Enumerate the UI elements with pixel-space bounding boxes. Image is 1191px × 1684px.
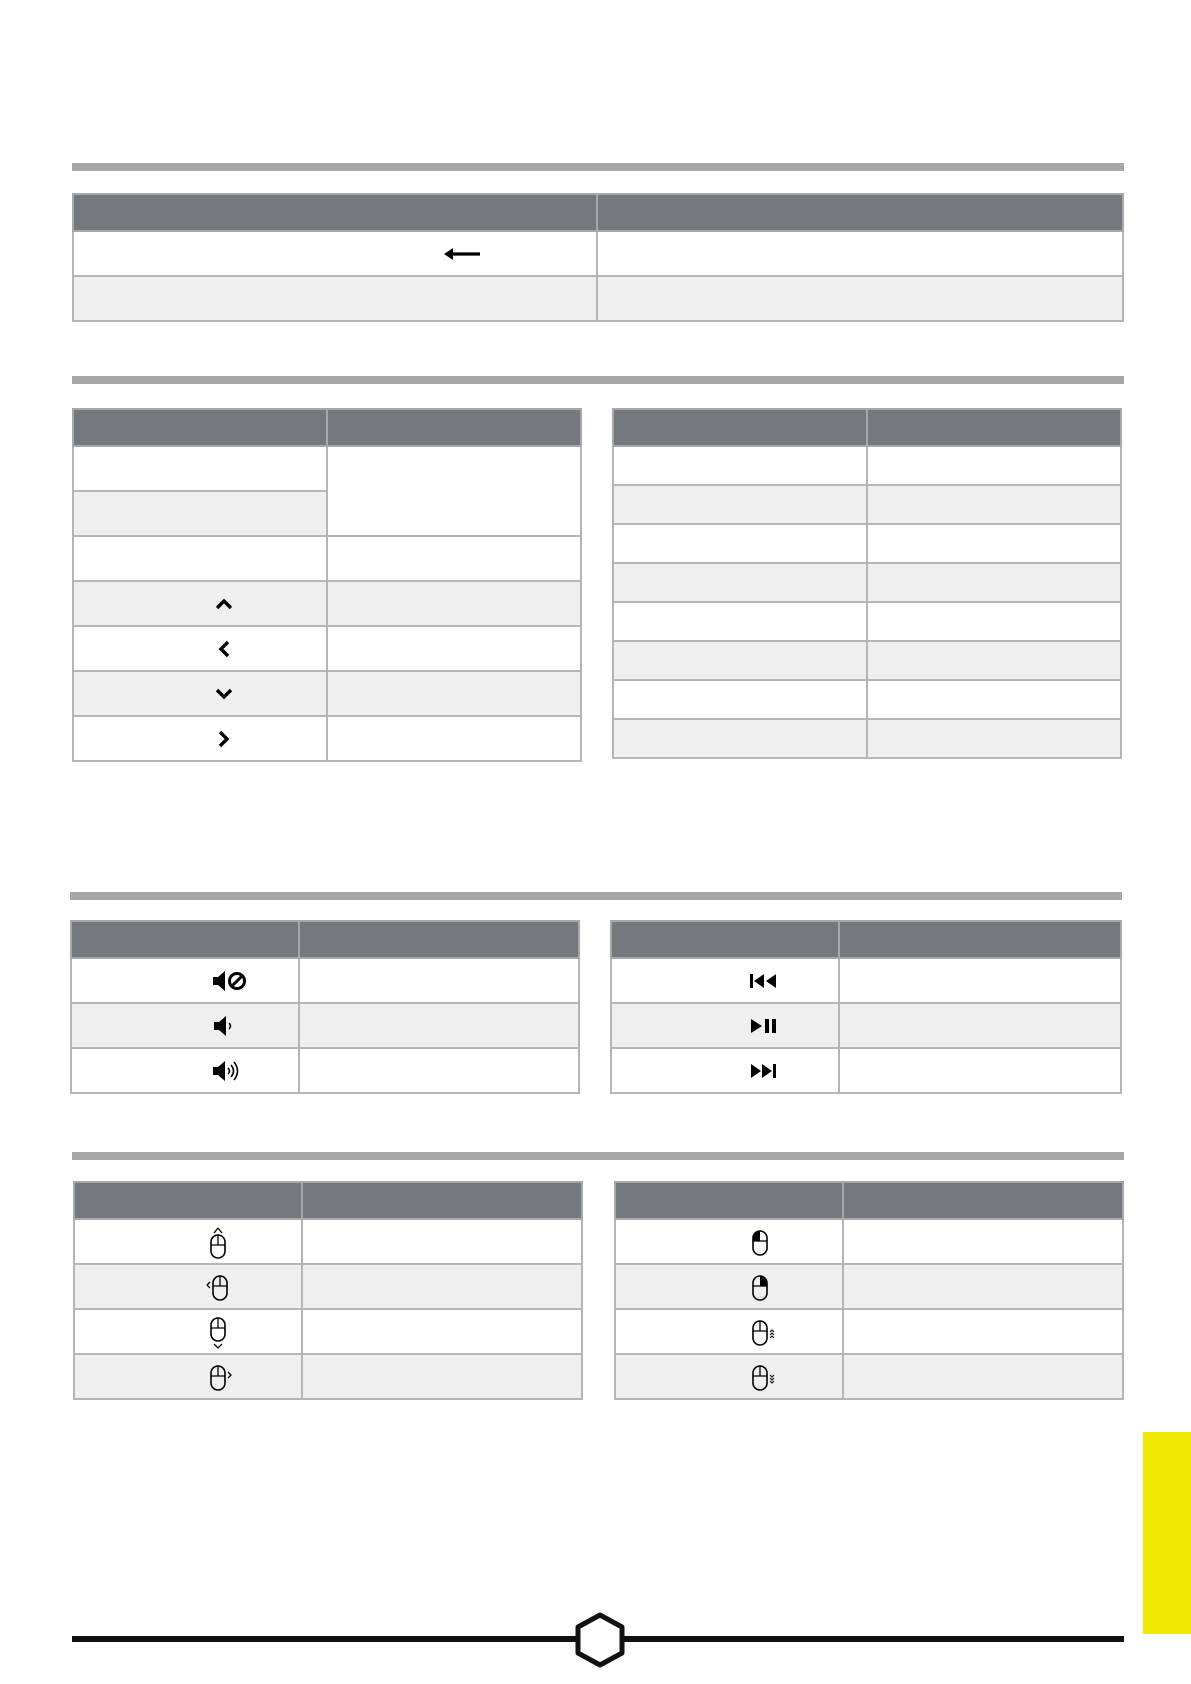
nav-table-right <box>612 408 1122 759</box>
section-divider-4 <box>72 1152 1124 1160</box>
table-row <box>613 680 1121 719</box>
mute-icon <box>212 969 248 993</box>
chevron-right-icon <box>216 729 232 749</box>
table-header <box>611 921 1121 958</box>
table-row <box>613 485 1121 524</box>
mouse-right-click-icon <box>750 1273 770 1303</box>
table-row <box>615 1264 1123 1309</box>
table-row <box>74 1309 582 1354</box>
mouse-move-left-icon <box>205 1273 231 1303</box>
table-row <box>73 716 581 761</box>
chevron-down-icon <box>214 684 234 704</box>
section-divider-3 <box>70 892 1122 900</box>
mouse-scroll-down-icon <box>750 1363 778 1393</box>
table-row <box>74 1264 582 1309</box>
table-row <box>73 626 581 671</box>
volume-up-icon <box>212 1059 242 1083</box>
top-table <box>72 193 1124 322</box>
chevron-up-icon <box>214 594 234 614</box>
left-arrow-icon <box>442 244 482 264</box>
chevron-left-icon <box>216 639 232 659</box>
table-header <box>71 921 579 958</box>
table-header <box>615 1182 1123 1219</box>
nav-table-left <box>72 408 582 762</box>
table-row <box>73 446 581 491</box>
table-row <box>611 1003 1121 1048</box>
section-divider-1 <box>72 163 1124 171</box>
table-row <box>611 958 1121 1003</box>
table-header <box>613 409 1121 446</box>
mouse-table-right <box>614 1181 1124 1400</box>
mouse-table-left <box>73 1181 583 1400</box>
table-row <box>613 602 1121 641</box>
mouse-move-up-icon <box>207 1226 229 1260</box>
table-row <box>613 446 1121 485</box>
table-row <box>615 1219 1123 1264</box>
page-number-hexagon <box>574 1612 626 1668</box>
mouse-move-down-icon <box>207 1316 229 1350</box>
next-track-icon <box>748 1061 780 1081</box>
table-row <box>613 641 1121 680</box>
table-row <box>73 671 581 716</box>
table-row <box>611 1048 1121 1093</box>
mouse-scroll-up-icon <box>750 1318 778 1348</box>
table-row <box>615 1354 1123 1399</box>
table-row <box>71 958 579 1003</box>
side-tab <box>1143 1432 1191 1634</box>
mouse-left-click-icon <box>750 1228 770 1258</box>
mouse-move-right-icon <box>207 1363 233 1393</box>
table-row <box>73 581 581 626</box>
table-row <box>73 231 1123 276</box>
volume-down-icon <box>212 1014 236 1038</box>
play-pause-icon <box>748 1016 780 1036</box>
table-row <box>615 1309 1123 1354</box>
table-header <box>73 194 1123 231</box>
table-row <box>613 563 1121 602</box>
previous-track-icon <box>748 971 780 991</box>
table-header <box>74 1182 582 1219</box>
section-divider-2 <box>72 376 1124 384</box>
table-row <box>613 524 1121 563</box>
table-row <box>71 1048 579 1093</box>
media-table-right <box>610 920 1122 1094</box>
table-row <box>74 1219 582 1264</box>
media-table-left <box>70 920 580 1094</box>
table-header <box>73 409 581 446</box>
table-row <box>73 536 581 581</box>
table-row <box>73 276 1123 321</box>
table-row <box>613 719 1121 758</box>
table-row <box>74 1354 582 1399</box>
table-row <box>71 1003 579 1048</box>
